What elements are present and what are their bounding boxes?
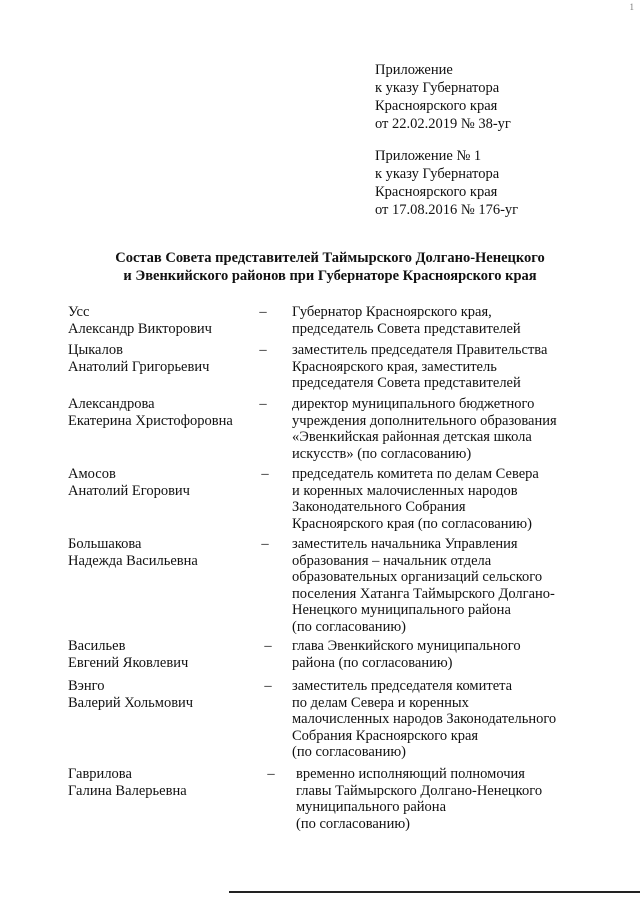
member-given-names: Екатерина Христофоровна bbox=[68, 412, 233, 429]
member-name bbox=[68, 536, 198, 569]
role-line: по делам Севера и коренных bbox=[292, 694, 469, 711]
member-role bbox=[296, 766, 596, 832]
role-line: Губернатор Красноярского края, bbox=[292, 304, 492, 320]
role-line: Красноярского края (по согласованию) bbox=[292, 515, 532, 532]
appendix-line: Красноярского края bbox=[375, 98, 498, 114]
member-surname: Амосов bbox=[68, 466, 116, 482]
role-line: директор муниципального бюджетного bbox=[292, 396, 535, 412]
page-number: 1 bbox=[629, 2, 634, 12]
role-line: Собрания Красноярского края bbox=[292, 727, 479, 744]
member-name bbox=[68, 678, 193, 711]
role-line: (по согласованию) bbox=[292, 618, 406, 635]
appendix-current-header bbox=[375, 61, 511, 133]
dash-separator: – bbox=[267, 766, 275, 782]
member-given-names: Анатолий Егорович bbox=[68, 482, 190, 499]
dash-separator: – bbox=[261, 466, 269, 482]
role-line: заместитель председателя комитета bbox=[292, 678, 513, 694]
member-surname: Васильев bbox=[68, 638, 126, 654]
role-line: искусств» (по согласованию) bbox=[292, 445, 472, 462]
member-role bbox=[292, 678, 592, 761]
member-given-names: Анатолий Григорьевич bbox=[68, 358, 210, 375]
member-role bbox=[292, 466, 592, 532]
role-line: председатель комитета по делам Севера bbox=[292, 466, 539, 482]
title-line-2: и Эвенкийского районов при Губернаторе Красноярского края bbox=[123, 268, 537, 284]
member-given-names: Валерий Хольмович bbox=[68, 694, 194, 711]
dash-separator: – bbox=[259, 396, 267, 412]
role-line: учреждения дополнительного образования bbox=[292, 412, 557, 429]
member-surname: Гаврилова bbox=[68, 766, 132, 782]
appendix-line: от 17.08.2016 № 176-уг bbox=[375, 202, 519, 218]
dash-separator: – bbox=[264, 638, 272, 654]
role-line: глава Эвенкийского муниципального bbox=[292, 638, 521, 654]
member-role bbox=[292, 396, 592, 462]
role-line: муниципального района bbox=[296, 799, 446, 816]
appendix-line: Красноярского края bbox=[375, 184, 498, 200]
role-line: главы Таймырского Долгано-Ненецкого bbox=[296, 782, 543, 799]
appendix-line: к указу Губернатора bbox=[375, 80, 500, 96]
member-name bbox=[68, 304, 212, 337]
member-surname: Вэнго bbox=[68, 678, 105, 694]
role-line: «Эвенкийская районная детская школа bbox=[292, 429, 532, 446]
member-surname: Усс bbox=[68, 304, 90, 320]
member-name bbox=[68, 342, 209, 375]
dash-separator: – bbox=[264, 678, 272, 694]
role-line: малочисленных народов Законодательного bbox=[292, 711, 557, 728]
member-role bbox=[292, 342, 592, 392]
role-line: Красноярского края, заместитель bbox=[292, 358, 497, 375]
role-line: временно исполняющий полномочия bbox=[296, 766, 525, 782]
member-name bbox=[68, 396, 233, 429]
member-name bbox=[68, 638, 188, 671]
role-line: Ненецкого муниципального района bbox=[292, 602, 511, 619]
role-line: поселения Хатанга Таймырского Долгано- bbox=[292, 585, 555, 602]
member-name bbox=[68, 466, 190, 499]
member-given-names: Александр Викторович bbox=[68, 320, 212, 337]
role-line: района (по согласованию) bbox=[292, 654, 453, 671]
dash-separator: – bbox=[261, 536, 269, 552]
member-surname: Большакова bbox=[68, 536, 142, 552]
role-line: Законодательного Собрания bbox=[292, 499, 466, 516]
role-line: образовательных организаций сельского bbox=[292, 569, 543, 586]
member-role bbox=[292, 638, 592, 671]
appendix-original-header bbox=[375, 147, 518, 219]
role-line: заместитель председателя Правительства bbox=[292, 342, 548, 358]
role-line: председатель Совета представителей bbox=[292, 320, 521, 337]
role-line: (по согласованию) bbox=[296, 815, 410, 832]
document-title bbox=[60, 249, 600, 285]
member-given-names: Надежда Васильевна bbox=[68, 552, 198, 569]
appendix-line: от 22.02.2019 № 38-уг bbox=[375, 116, 511, 132]
member-role bbox=[292, 536, 592, 636]
member-surname: Цыкалов bbox=[68, 342, 123, 358]
appendix-line: Приложение № 1 bbox=[375, 148, 482, 164]
member-given-names: Евгений Яковлевич bbox=[68, 654, 189, 671]
role-line: председателя Совета представителей bbox=[292, 375, 521, 392]
role-line: и коренных малочисленных народов bbox=[292, 482, 518, 499]
appendix-line: к указу Губернатора bbox=[375, 166, 500, 182]
member-surname: Александрова bbox=[68, 396, 155, 412]
member-given-names: Галина Валерьевна bbox=[68, 782, 187, 799]
dash-separator: – bbox=[259, 304, 267, 320]
title-line-1: Состав Совета представителей Таймырского Долгано-Ненецкого bbox=[115, 250, 545, 266]
dash-separator: – bbox=[259, 342, 267, 358]
member-name bbox=[68, 766, 187, 799]
role-line: (по согласованию) bbox=[292, 744, 406, 761]
role-line: заместитель начальника Управления bbox=[292, 536, 518, 552]
member-role bbox=[292, 304, 592, 337]
appendix-line: Приложение bbox=[375, 62, 453, 78]
scan-edge-line bbox=[229, 891, 640, 893]
role-line: образования – начальник отдела bbox=[292, 552, 492, 569]
